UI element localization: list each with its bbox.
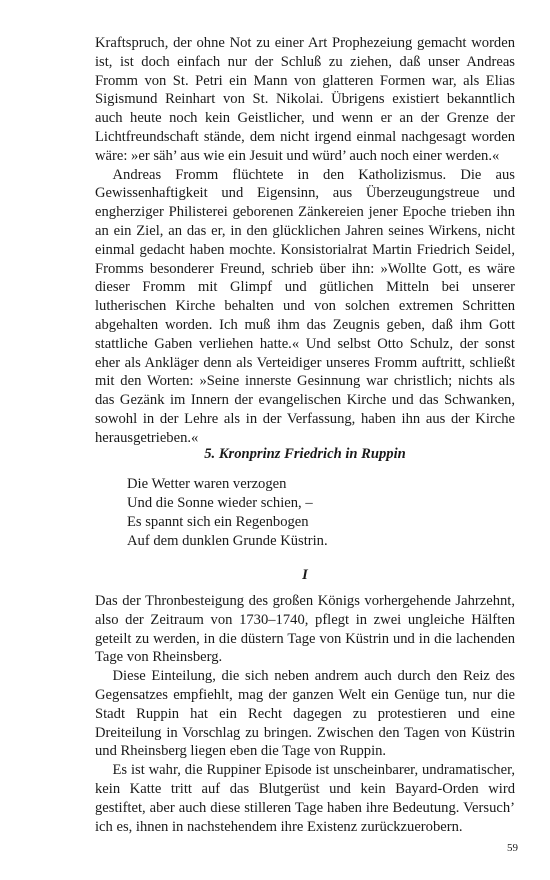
text-block-bottom bbox=[95, 592, 515, 836]
chapter-heading: 5. Kronprinz Friedrich in Ruppin bbox=[204, 446, 406, 462]
paragraph: Kraftspruch, der ohne Not zu einer Art Prophezeiung gemacht worden ist, ist doch einfach nur der Schluß zu ziehen, daß unser Andreas Fromm von St. Petri ein Mann von glatteren Formen war, als Elias Sigismund Reinhart von St. Nikolai. Übrigens existiert bekanntlich auch heute noch kein Geistlicher, und wenn er an der Grenze der Lichtfreundschaft stände, dem nicht irgend einmal nachgesagt worden wäre: »er säh’ aus wie ein Jesuit und würd’ auch noch einer werden.« bbox=[95, 35, 515, 164]
epigraph-poem bbox=[127, 475, 328, 551]
poem-line: Es spannt sich ein Regenbogen bbox=[127, 514, 309, 530]
poem-line: Auf dem dunklen Grunde Küstrin. bbox=[127, 533, 328, 549]
poem-line: Und die Sonne wieder schien, – bbox=[127, 495, 313, 511]
poem-line: Die Wetter waren verzogen bbox=[127, 476, 287, 492]
page-number: 59 bbox=[507, 842, 518, 854]
paragraph: Das der Thronbesteigung des großen Königs vorhergehende Jahrzehnt, also der Zeitraum von 1730–1740, pflegt in zwei ungleiche Hälften geteilt zu werden, in die düstern Tage von Küstrin und in die lachenden Tage von Rheinsberg. bbox=[95, 593, 515, 666]
paragraph: Es ist wahr, die Ruppiner Episode ist unscheinbarer, undramatischer, kein Katte tritt auf das Blutgerüst und kein Bayard-Orden wird gestiftet, aber auch diese stilleren Tage haben ihre Bedeutung. Versuch’ ich es, ihnen in nachstehendem ihre Existenz zurückzuerobern. bbox=[95, 762, 515, 835]
paragraph: Diese Einteilung, die sich neben andrem auch durch den Reiz des Gegensatzes empfiehlt, mag der ganzen Welt ein Genüge tun, nur die Stadt Ruppin hat ein Recht dagegen zu protestieren und eine Dreiteilung in Vorschlag zu bringen. Zwischen den Tagen von Küstrin und Rheinsberg liegen eben die Tage von Ruppin. bbox=[95, 668, 515, 760]
section-heading: I bbox=[302, 567, 308, 583]
paragraph: Andreas Fromm flüchtete in den Katholizismus. Die aus Gewissenhaftigkeit und Eigensinn, aus Überzeugungstreue und engherziger Philisterei geborenen Zänkereien jener Epoche trieben ihn an ein Ziel, an das er, in den glücklichen Jahren seines Wirkens, nicht einmal gedacht haben mochte. Konsistorialrat Martin Friedrich Seidel, Fromms besonderer Freund, schrieb über ihn: »Wollte Gott, es wäre dieser Fromm mit Glimpf und gütlichen Mitteln bei unserer lutherischen Kirche behalten und von solchen extremen Schritten abgehalten worden. Ich muß ihm das Zeugnis geben, daß ihm Gott stattliche Gaben verliehen hatte.« Und selbst Otto Schulz, der sonst eher als Ankläger denn als Verteidiger unseres Fromm auftritt, schließt mit den Worten: »Seine innerste Gesinnung war christlich; nichts als das Gezänk im Innern der evangelischen Kirche und das Schwanken, sowohl in der Lehre als in der Verfassung, haben ihn aus der Kirche herausgetrieben.« bbox=[95, 166, 515, 446]
text-block-top bbox=[95, 34, 515, 448]
